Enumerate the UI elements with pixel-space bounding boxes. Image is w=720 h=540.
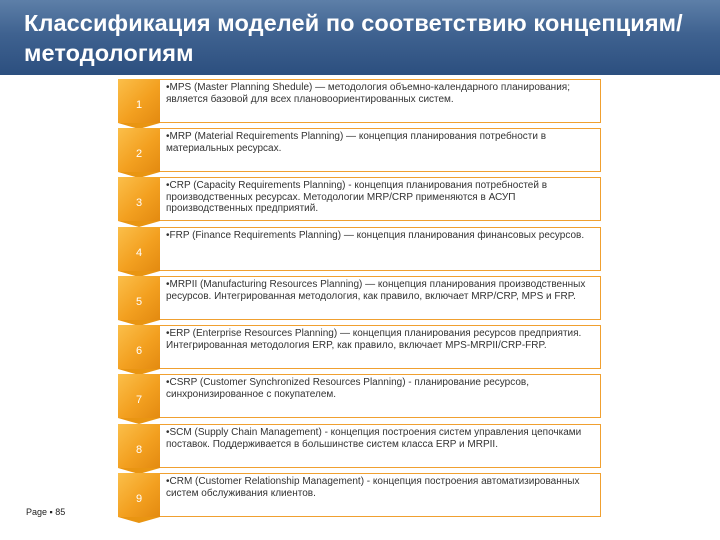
list-item	[118, 79, 602, 123]
list-item	[118, 128, 602, 172]
item-box	[160, 473, 601, 517]
chevron-marker	[118, 177, 160, 221]
item-text: •CRP (Capacity Requirements Planning) - концепция планирования потребностей в производственных ресурсах. Методологии MRP/CRP применяются в АСУП производственных предприятий.	[166, 180, 548, 214]
item-number: 1	[135, 99, 143, 111]
item-text: •MRP (Material Requirements Planning) — концепция планирования потребности в материальных ресурсах.	[166, 131, 547, 154]
chevron-marker	[118, 79, 160, 123]
list-item	[118, 473, 602, 517]
chevron-marker	[118, 424, 160, 468]
item-number: 8	[135, 444, 143, 456]
chevron-arrow	[118, 517, 160, 523]
item-number: 9	[135, 493, 143, 505]
list-item	[118, 276, 602, 320]
page-title: Классификация моделей по соответствию концепциям/ методологиям	[24, 10, 683, 66]
chevron-marker	[118, 128, 160, 172]
item-number: 7	[135, 394, 143, 406]
item-text: •SCM (Supply Chain Management) - концепция построения систем управления цепочками поставок. Поддерживается в большинстве систем класса ERP и MRPII.	[166, 427, 582, 450]
item-box	[160, 128, 601, 172]
chevron-marker	[118, 473, 160, 517]
title-bar	[0, 0, 720, 75]
chevron-marker	[118, 374, 160, 418]
item-number: 3	[135, 197, 143, 209]
item-text: •FRP (Finance Requirements Planning) — концепция планирования финансовых ресурсов.	[166, 230, 585, 241]
chevron-marker	[118, 325, 160, 369]
item-text: •CSRP (Customer Synchronized Resources Planning) - планирование ресурсов, синхронизированное с покупателем.	[166, 377, 530, 400]
list-item	[118, 424, 602, 468]
item-number: 2	[135, 148, 143, 160]
list-item	[118, 227, 602, 271]
list-item	[118, 177, 602, 221]
item-box	[160, 227, 601, 271]
item-box	[160, 79, 601, 123]
chevron-marker	[118, 276, 160, 320]
item-text: •MRPII (Manufacturing Resources Planning) — концепция планирования производственных ресурсов. Интегрированная методология, как правило, включает MRP/CRP, MPS и FRP.	[166, 279, 586, 302]
chevron-marker	[118, 227, 160, 271]
item-number: 6	[135, 345, 143, 357]
item-text: •CRM (Customer Relationship Management) - концепция построения автоматизированных систем обслуживания клиентов.	[166, 476, 580, 499]
item-box	[160, 424, 601, 468]
list-item	[118, 374, 602, 418]
item-box	[160, 276, 601, 320]
item-text: •ERP (Enterprise Resources Planning) — концепция планирования ресурсов предприятия. Интегрированная методология ERP, как правило, включает MPS-MRPII/CRP-FRP.	[166, 328, 582, 351]
list-item	[118, 325, 602, 369]
item-text: •MPS (Master Planning Shedule) — методология объемно-календарного планирования; является базовой для всех плановоориентированных систем.	[166, 82, 570, 105]
item-number: 4	[135, 247, 143, 259]
item-box	[160, 177, 601, 221]
page-number: Page ▪ 85	[26, 507, 66, 517]
item-box	[160, 374, 601, 418]
item-box	[160, 325, 601, 369]
item-number: 5	[135, 296, 143, 308]
